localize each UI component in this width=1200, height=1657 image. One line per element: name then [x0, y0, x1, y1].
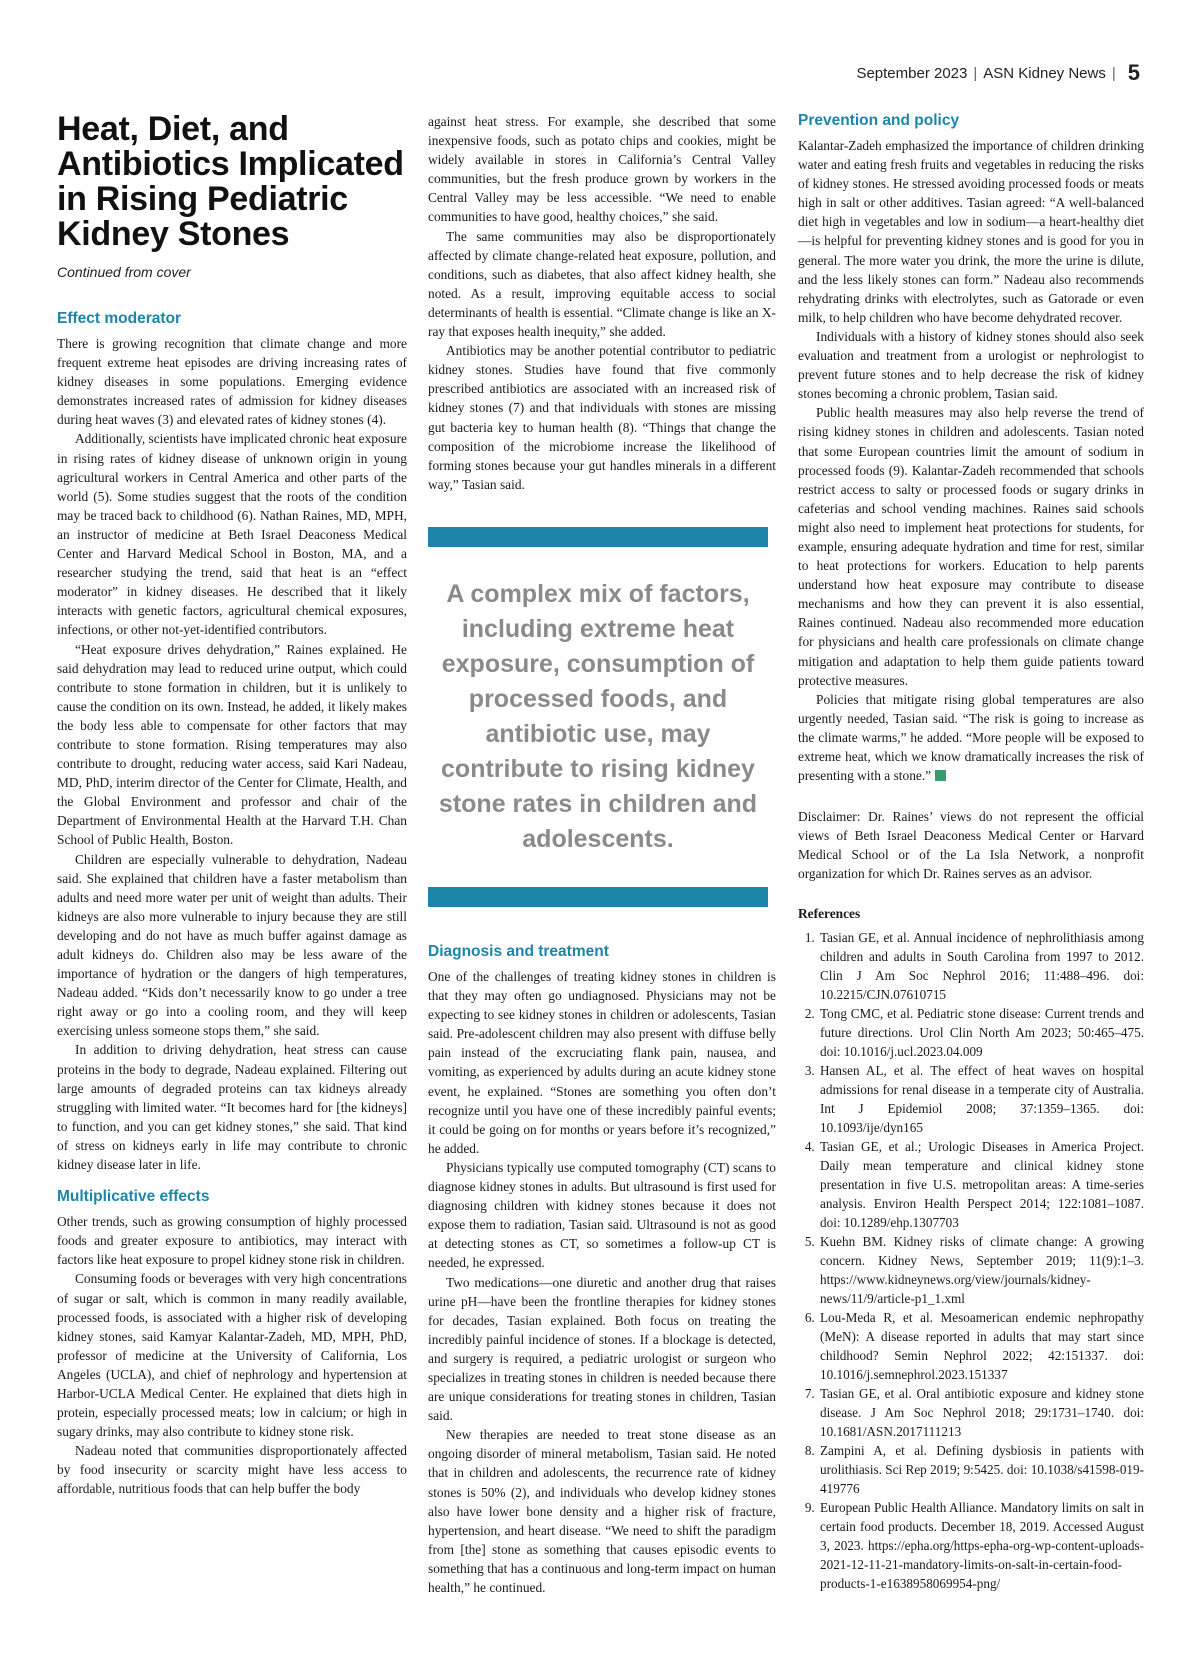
paragraph: Consuming foods or beverages with very high concentrations of sugar or salt, which is common in many readily available, processed foods, is associated with a higher risk of developing kidney stones, said Kamyar Kalantar-Zadeh, MD, MPH, PhD, professor of medicine at the University of California, Los Angeles (UCLA), and chief of nephrology and hypertension at Harbor-UCLA Medical Center. He explained that diets high in protein, especially processed meats; low in calcium; or high in sugary drinks, may also contribute to kidney stone risk. — [57, 1271, 407, 1440]
pull-quote — [428, 527, 768, 907]
column-2-lower — [428, 943, 776, 1597]
paragraph: Two medications—one diuretic and another drug that raises urine pH—have been the frontline therapies for kidney stones for decades, Tasian explained. Both focus on treating the incredibly painful incidence of stones. If a blockage is detected, and surgery is required, a pediatric urologist or surgeon who specializes in treating stones in children is needed because there are unique considerations for treating stones in children, Tasian said. — [428, 1274, 776, 1424]
publication-name: ASN Kidney News — [983, 64, 1106, 82]
reference-item: 6. Lou-Meda R, et al. Mesoamerican endemic nephropathy (MeN): A disease reported in adults that may start since childhood? Semin Nephrol 2022; 42:151337. doi: 10.1016/j.semnephrol.2023.151337 — [818, 1308, 1144, 1384]
pull-quote-bottom-bar — [428, 887, 768, 907]
paragraph: Kalantar-Zadeh emphasized the importance of children drinking water and eating fresh fruits and vegetables in reducing the risks of kidney stones. He stressed avoiding processed foods or meats high in salt or other additives. Tasian agreed: “A well-balanced diet high in vegetables and low in sodium—a heart-healthy diet—is helpful for preventing kidney stones and is good for you in general. The more water you drink, the more the urine is dilute, and the less likely stones can form.” Nadeau also recommends rehydrating drinks with electrolytes, such as Gatorade or even milk, to help children who have become dehydrated recover. — [798, 138, 1144, 325]
page-header — [856, 60, 1140, 86]
section-heading-prevention: Prevention and policy — [798, 112, 960, 129]
paragraph-last-text: Policies that mitigate rising global temperatures are also urgently needed, Tasian said. “The risk is going to increase as the climate warms,” he added. “More people will be exposed to extreme heat, which we know dramatically increases the risk of presenting with a stone.” — [798, 691, 1144, 784]
paragraph-last — [798, 690, 1144, 785]
end-of-article-mark-icon — [935, 770, 946, 781]
section-heading-effect-moderator: Effect moderator — [57, 310, 182, 327]
reference-item: 3. Hansen AL, et al. The effect of heat waves on hospital admissions for renal disease in a temperate city of Australia. Int J Epidemiol 2008; 37:1359–1365. doi: 10.1093/ije/dyn165 — [818, 1061, 1144, 1137]
reference-item: 8. Zampini A, et al. Defining dysbiosis in patients with urolithiasis. Sci Rep 2019; 9:5425. doi: 10.1038/s41598-019-419776 — [818, 1441, 1144, 1498]
paragraph: against heat stress. For example, she described that some inexpensive foods, such as potato chips and cookies, might be widely available in stores in California’s Central Valley communities, but the fresh produce grown by workers in the Central Valley may be less accessible. “We need to enable communities to have good, healthy choices,” she said. — [428, 114, 776, 225]
article-title: Heat, Diet, and Antibiotics Implicated in Rising Pediatric Kidney Stones — [57, 110, 404, 253]
page-number: 5 — [1127, 60, 1140, 85]
paragraph: Antibiotics may be another potential contributor to pediatric kidney stones. Studies have found that five commonly prescribed antibiotics are associated with an increased risk of kidney stones (7) and that individuals with stones are missing gut bacteria key to human health (8). “Things that change the composition of the microbiome increase the likelihood of forming stones because your gut handles minerals in a different way,” Tasian said. — [428, 343, 776, 492]
paragraph: Nadeau noted that communities disproportionately affected by food insecurity or scarcity might have less access to affordable, nutritious foods that can help buffer the body — [57, 1443, 407, 1497]
paragraph: Additionally, scientists have implicated chronic heat exposure in rising rates of kidney disease of unknown origin in young agricultural workers in Central America and other parts of the world (5). Some studies suggest that the roots of the condition may be traced back to childhood (6). Nathan Raines, MD, MPH, an instructor of medicine at Beth Israel Deaconess Medical Center and Harvard Medical School in Boston, MA, and a researcher studying the trend, said that heat is an “effect moderator” in kidney diseases. He described that it likely interacts with genetic factors, agricultural chemical exposures, infections, or other not-yet-identified contributors. — [57, 431, 407, 638]
paragraph: New therapies are needed to treat stone disease as an ongoing disorder of mineral metabolism, Tasian said. He noted that in children and adolescents, the recurrence rate of kidney stones is 50% (2), and individuals who develop kidney stones also have lower bone density and a higher risk of fracture, hypertension, and heart disease. “We need to shift the paradigm from [the] stone as something that causes episodic events to something that has a continuous and long-term impact on human health,” he continued. — [428, 1427, 776, 1595]
section-heading-diagnosis: Diagnosis and treatment — [428, 943, 609, 960]
paragraph: Children are especially vulnerable to dehydration, Nadeau said. She explained that children have a faster metabolism than adults and need more water per unit of weight than adults. Their kidneys are also more vulnerable to injury because they are still developing and do not have as much buffer against damage as adult kidneys do. Children also may be less aware of the importance of hydration or the dangers of high temperatures, Nadeau added. “Kids don’t necessarily know to go under a tree right away or go into a cooling room, and they will keep exercising unless someone stops them,” she said. — [57, 851, 407, 1039]
paragraph: In addition to driving dehydration, heat stress can cause proteins in the body to degrade, Nadeau explained. Filtering out large amounts of degraded proteins can tax kidneys already struggling with limited water. “It becomes hard for [the kidneys] to function, and you can get kidney stones,” she said. That kind of stress on kidneys early in life may contribute to chronic kidney disease later in life. — [57, 1042, 407, 1173]
paragraph: The same communities may also be disproportionately affected by climate change-related heat exposure, pollution, and conditions, such as diabetes, that also affect kidney health, she noted. As a result, improving equitable access to social determinants of health is essential. “Climate change is like an X-ray that exposes health inequity,” she added. — [428, 228, 776, 340]
header-separator: | — [973, 64, 978, 82]
reference-item: 1. Tasian GE, et al. Annual incidence of nephrolithiasis among children and adults in South Carolina from 1997 to 2012. Clin J Am Soc Nephrol 2016; 11:488–496. doi: 10.2215/CJN.07610715 — [818, 928, 1144, 1004]
disclaimer: Disclaimer: Dr. Raines’ views do not represent the official views of Beth Israel Deaconess Medical Center or Harvard Medical School or of the La Isla Network, a nonprofit organization for which Dr. Raines serves as an advisor. — [798, 809, 1144, 882]
reference-item: 2. Tong CMC, et al. Pediatric stone disease: Current trends and future directions. Urol Clin North Am 2023; 50:465–475. doi: 10.1016/j.ucl.2023.04.009 — [818, 1004, 1144, 1061]
paragraph: There is growing recognition that climate change and more frequent extreme heat episodes are driving increasing rates of kidney diseases in some populations. Emerging evidence demonstrates increased rates of admission for kidney diseases during heat waves (3) and elevated rates of kidney stones (4). — [57, 336, 407, 428]
section-heading-multiplicative-effects: Multiplicative effects — [57, 1188, 210, 1206]
paragraph: One of the challenges of treating kidney stones in children is that they may often go undiagnosed. Physicians may not be expecting to see kidney stones in children or adolescents, Tasian said. Pre-adolescent children may also present with diffuse belly pain instead of the excruciating flank pain, nausea, and vomiting, as experienced by adults during an acute kidney stone event, he explained. “Stones are something you often don’t recognize until you have one of these incredibly painful events; it could be going on for months or years before it’s recognized,” he added. — [428, 969, 776, 1156]
reference-item: 7. Tasian GE, et al. Oral antibiotic exposure and kidney stone disease. J Am Soc Nephrol 2018; 29:1731–1740. doi: 10.1681/ASN.2017111213 — [818, 1384, 1144, 1441]
issue-date: September 2023 — [856, 64, 968, 82]
reference-item: 4. Tasian GE, et al.; Urologic Diseases in America Project. Daily mean temperature and clinical kidney stone presentation in five U.S. metropolitan areas: A time-series analysis. Environ Health Perspect 2014; 122:1081–1087. doi: 10.1289/ehp.1307703 — [818, 1137, 1144, 1232]
reference-item: 5. Kuehn BM. Kidney risks of climate change: A growing concern. Kidney News, September 2019; 11(9):1–3. https://www.kidneynews.org/view/journals/kidney-news/11/9/article-p1_1.xml — [818, 1232, 1144, 1308]
paragraph: Public health measures may also help reverse the trend of rising kidney stones in children and adolescents. Tasian noted that some European countries limit the amount of sodium in processed foods (9). Kalantar-Zadeh recommended that schools restrict access to salty or processed foods or sugary drinks in cafeterias and school vending machines. Raines said schools might also need to implement heat protections for students, for example, ensuring adequate hydration and time for rest, similar to heat protections for workers. Education to help parents understand how heat exposure may contribute to disease mechanisms and how they can prevent it is also essential, Raines continued. Nadeau also recommended more education for physicians and health care professionals on climate change mitigation and adaptation to help them guide patients toward protective measures. — [798, 405, 1144, 688]
references-list — [798, 928, 1144, 1593]
header-separator: | — [1111, 64, 1116, 82]
column-2 — [428, 112, 776, 494]
reference-item: 9. European Public Health Alliance. Mandatory limits on salt in certain food products. December 18, 2019. Accessed August 3, 2023. https://epha.org/https-epha-org-wp-content-uploads-2021-12-11-21-mandatory-limits-on-salt-in-certain-food-products-1-e1638958069954-png/ — [818, 1498, 1144, 1593]
paragraph: Other trends, such as growing consumption of highly processed foods and greater exposure to antibiotics, may interact with factors like heat exposure to propel kidney stone risk in children. — [57, 1214, 407, 1268]
paragraph: “Heat exposure drives dehydration,” Raines explained. He said dehydration may lead to reduced urine output, which could contribute to stone formation in children, but it is unlikely to cause the condition on its own. Instead, he added, it likely makes the body less able to compensate for other factors that may contribute to stone formation. Rising temperatures may also contribute to drought, reducing water access, said Kari Nadeau, MD, PhD, interim director of the Center for Climate, Health, and the Global Environment and professor and chair of the Department of Environmental Health at the Harvard T.H. Chan School of Public Health, Boston. — [57, 641, 407, 848]
references-title: References — [798, 905, 861, 921]
pull-quote-top-bar — [428, 527, 768, 547]
column-3 — [798, 112, 1144, 1593]
paragraph: Individuals with a history of kidney stones should also seek evaluation and treatment from a urologist or nephrologist to prevent future stones and to help decrease the risk of kidney stones becoming a chronic problem, Tasian said. — [798, 328, 1144, 402]
pull-quote-text: A complex mix of factors, including extreme heat exposure, consumption of processed foods, and antibiotic use, may contribute to rising kidney stone rates in children and adolescents. — [438, 580, 758, 853]
continued-note: Continued from cover — [57, 264, 191, 280]
column-1 — [57, 112, 407, 1499]
paragraph: Physicians typically use computed tomography (CT) scans to diagnose kidney stones in adults. But ultrasound is first used for diagnosing children with kidney stones because it does not expose them to radiation, Tasian said. Ultrasound is not as good at detecting stones as CT, so sometimes a follow-up CT is needed, he expressed. — [428, 1159, 776, 1271]
